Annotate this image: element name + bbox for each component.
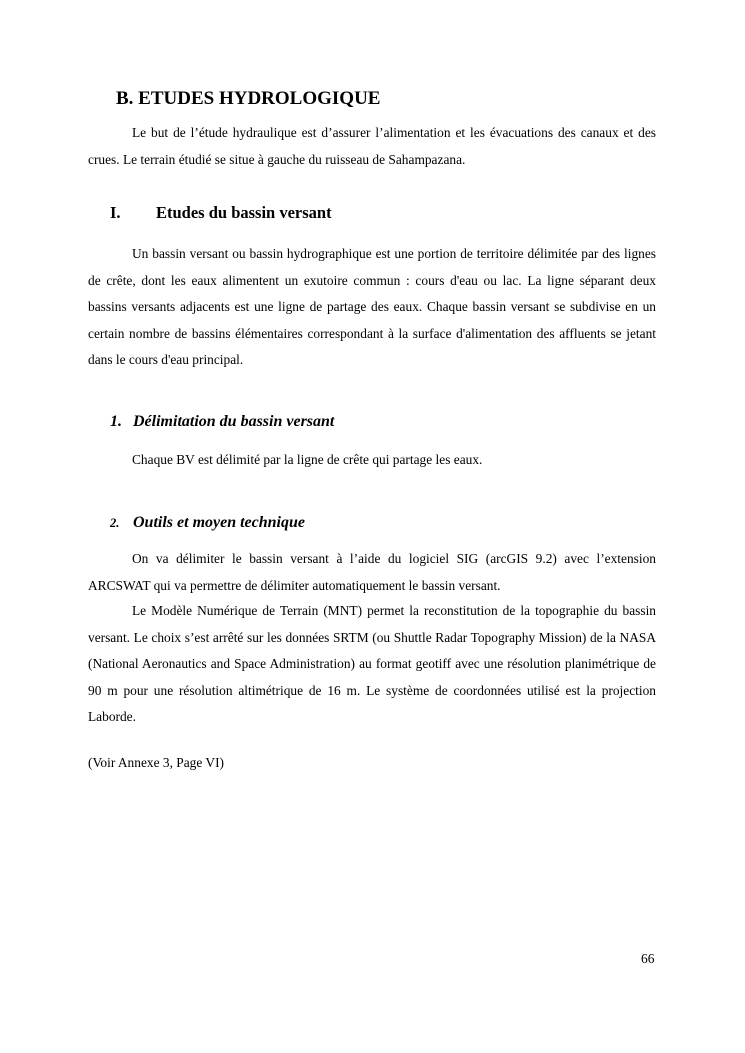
subsection-2-heading	[110, 514, 305, 532]
subsection-2-number: 2.	[110, 516, 120, 530]
section-1-paragraph	[88, 241, 656, 374]
annex-reference: (Voir Annexe 3, Page VI)	[88, 755, 224, 770]
subsection-2-paragraph-2-text: Le Modèle Numérique de Terrain (MNT) permet la reconstitution de la topographie du bassin versant. Le choix s’est arrêté sur les données SRTM (ou Shuttle Radar Topography Mission) de la NASA (National Aeronautics and Space Administration) au format geotiff avec une résolution planimétrique de 90 m pour une résolution altimétrique de 16 m. Le système de coordonnées utilisé est la projection Laborde.	[88, 603, 656, 724]
subsection-1-heading	[110, 413, 334, 431]
section-1-number: I.	[110, 203, 121, 222]
subsection-2-paragraph-2	[88, 598, 656, 731]
subsection-1-number: 1.	[110, 413, 122, 430]
section-b-intro-text: Le but de l’étude hydraulique est d’assurer l’alimentation et les évacuations des canaux et des crues. Le terrain étudié se situe à gauche du ruisseau de Sahampazana.	[88, 125, 656, 167]
subsection-2-paragraph-1	[88, 546, 656, 599]
subsection-2-paragraph-1-text: On va délimiter le bassin versant à l’aide du logiciel SIG (arcGIS 9.2) avec l’extension ARCSWAT qui va permettre de délimiter automatiquement le bassin versant.	[88, 551, 656, 593]
section-b-heading: B. ETUDES HYDROLOGIQUE	[116, 88, 381, 109]
page-number: 66	[641, 951, 655, 966]
subsection-1-text: Chaque BV est délimité par la ligne de crête qui partage les eaux.	[132, 452, 483, 467]
section-1-title: Etudes du bassin versant	[156, 203, 332, 222]
section-b-intro	[88, 120, 656, 173]
section-1-heading	[110, 203, 332, 223]
section-1-paragraph-text: Un bassin versant ou bassin hydrographique est une portion de territoire délimitée par des lignes de crête, dont les eaux alimentent un exutoire commun : cours d'eau ou lac. La ligne séparant deux bassins versants adjacents est une ligne de partage des eaux. Chaque bassin versant se subdivise en un certain nombre de bassins élémentaires correspondant à la surface d'alimentation des affluents se jetant dans le cours d'eau principal.	[88, 246, 656, 367]
subsection-1-title: Délimitation du bassin versant	[133, 413, 335, 430]
subsection-2-title: Outils et moyen technique	[133, 514, 305, 531]
